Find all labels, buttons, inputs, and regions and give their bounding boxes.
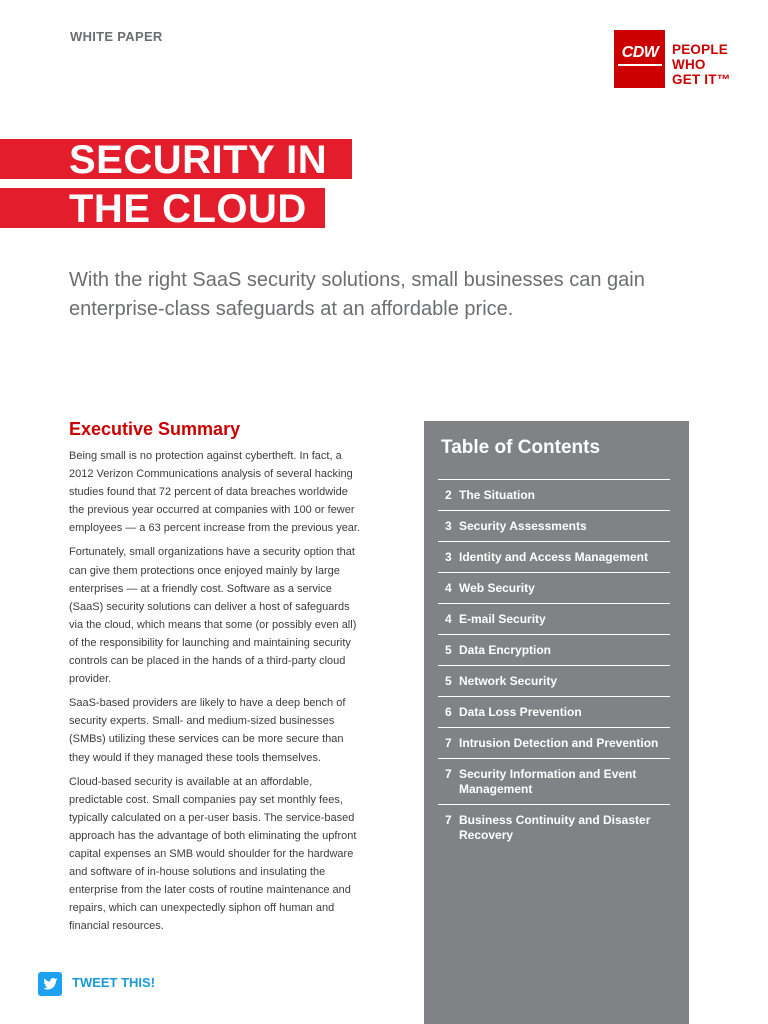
toc-page-number: 3 — [445, 550, 452, 564]
toc-page-number: 5 — [445, 643, 452, 657]
table-of-contents-panel — [424, 421, 689, 1024]
title-bar-line-1 — [0, 138, 352, 182]
toc-page-number: 7 — [445, 736, 452, 750]
logo-tagline — [672, 42, 762, 87]
toc-heading: Table of Contents — [441, 437, 601, 458]
tweet-this-label: TWEET THIS! — [72, 975, 156, 990]
summary-paragraph: Being small is no protection against cybertheft. In fact, a 2012 Verizon Communications analysis of several hacking studies found that 72 percent of data breaches worldwide the previous year occurred at companies with 100 or fewer employees — a 63 percent increase from the previous year. — [69, 450, 361, 535]
page-title-line-2: THE CLOUD — [69, 187, 307, 231]
toc-item[interactable] — [438, 696, 670, 727]
toc-item-label: Data Encryption — [459, 643, 552, 657]
toc-item-label: E-mail Security — [459, 612, 546, 626]
title-bar-line-2 — [0, 187, 325, 231]
summary-paragraph: SaaS-based providers are likely to have a deep bench of security experts. Small- and medium-sized businesses (SMBs) utilizing these services can be more secure than they would if they managed these tools themselves. — [69, 697, 346, 764]
toc-item-label: The Situation — [459, 488, 535, 502]
toc-page-number: 4 — [445, 612, 452, 626]
toc-item[interactable] — [438, 634, 670, 665]
toc-item[interactable] — [438, 758, 670, 804]
toc-page-number: 3 — [445, 519, 452, 533]
cdw-logo[interactable] — [614, 30, 764, 90]
toc-item[interactable] — [438, 479, 670, 510]
toc-item-label: Security Assessments — [459, 519, 587, 533]
toc-page-number: 4 — [445, 581, 452, 595]
summary-paragraph: Fortunately, small organizations have a security option that can give them protections once enjoyed mainly by large enterprises — at a friendly cost. Software as a service (SaaS) security solutions can deliver a host of safeguards via the cloud, which means that some (or possibly even all) of the responsibility for launching and maintaining security controls can be placed in the hands of a third-party cloud provider. — [69, 546, 357, 686]
toc-page-number: 5 — [445, 674, 452, 688]
toc-item-label: Network Security — [459, 674, 558, 688]
toc-item[interactable] — [438, 572, 670, 603]
toc-item[interactable] — [438, 510, 670, 541]
toc-item[interactable] — [438, 541, 670, 572]
executive-summary-heading: Executive Summary — [69, 419, 241, 439]
toc-item[interactable] — [438, 603, 670, 634]
toc-page-number: 7 — [445, 767, 452, 781]
toc-page-number: 2 — [445, 488, 452, 502]
twitter-bird-icon — [38, 972, 62, 996]
executive-summary-body — [69, 447, 365, 941]
toc-page-number: 6 — [445, 705, 452, 719]
toc-item-label: Security Information and Event Management — [459, 767, 637, 796]
document-type-label: WHITE PAPER — [70, 29, 163, 44]
toc-item-label: Data Loss Prevention — [459, 705, 582, 719]
toc-item[interactable] — [438, 804, 670, 850]
page-title-line-1: SECURITY IN — [69, 138, 328, 182]
logo-tagline-line: GET IT™ — [672, 72, 731, 87]
toc-item[interactable] — [438, 727, 670, 758]
logo-tagline-line: PEOPLE — [672, 42, 728, 57]
summary-paragraph: Cloud-based security is available at an affordable, predictable cost. Small companies pay set monthly fees, typically calculated on a per-user basis. The service-based approach has the advantage of both eliminating the upfront capital expenses an SMB would shoulder for the hardware and software of in-house solutions and insulating the enterprise from the later costs of routine maintenance and repairs, which can unexpectedly siphon off human and financial resources. — [69, 775, 357, 933]
toc-item[interactable] — [438, 665, 670, 696]
logo-tagline-line: WHO — [672, 57, 706, 72]
toc-page-number: 7 — [445, 813, 452, 827]
cdw-logo-mark — [614, 30, 665, 88]
toc-item-label: Identity and Access Management — [459, 550, 648, 564]
toc-item-label: Intrusion Detection and Prevention — [459, 736, 659, 750]
toc-item-label: Web Security — [459, 581, 535, 595]
toc-item-label: Business Continuity and Disaster Recovery — [459, 813, 651, 842]
logo-underline — [618, 64, 662, 66]
toc-list — [438, 479, 670, 850]
page-subtitle: With the right SaaS security solutions, small businesses can gain enterprise-class safeguards at an affordable price. — [69, 269, 645, 320]
cdw-logo-brand: CDW — [621, 44, 659, 61]
